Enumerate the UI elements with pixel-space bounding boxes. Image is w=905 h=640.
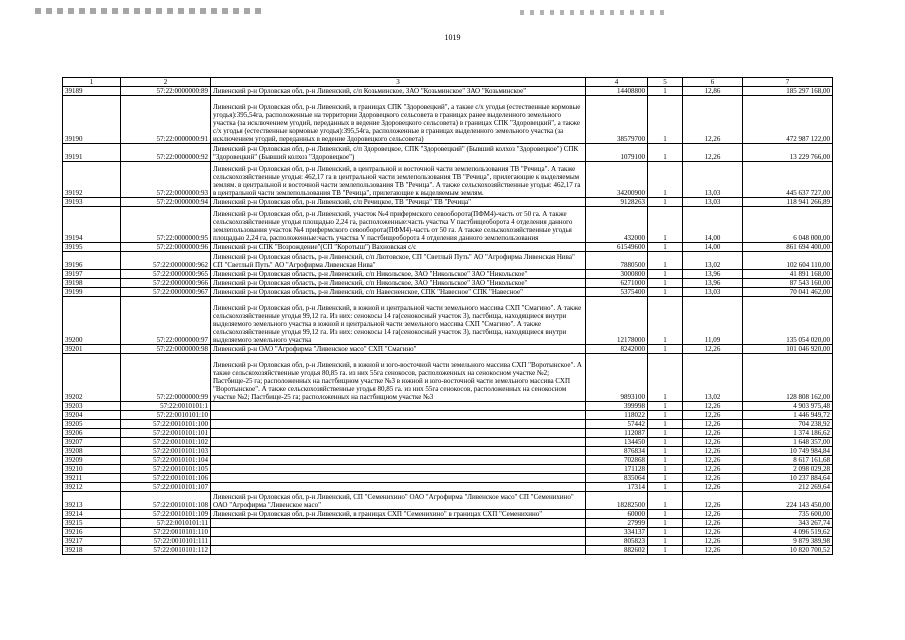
- rate-value: 12,26: [683, 510, 743, 519]
- table-row: [63, 537, 833, 546]
- table-row: [63, 297, 833, 345]
- factor-value: 1: [648, 96, 683, 144]
- cadastral-value: 1 648 357,00: [743, 438, 833, 447]
- cadastral-value: 10 820 700,52: [743, 546, 833, 555]
- cadastral-value: 212 269,64: [743, 483, 833, 492]
- rate-value: 11,09: [683, 297, 743, 345]
- rate-value: 12,86: [683, 87, 743, 96]
- row-number: 39211: [63, 474, 121, 483]
- table-row: [63, 429, 833, 438]
- cadastral-value: 6 048 000,00: [743, 207, 833, 243]
- location-description: [211, 528, 586, 537]
- location-description: [211, 411, 586, 420]
- table-row: [63, 492, 833, 510]
- cadastral-number: 57:22:0010101:110: [121, 528, 211, 537]
- table-row: [63, 198, 833, 207]
- rate-value: 12,26: [683, 492, 743, 510]
- area-value: 7880500: [586, 252, 648, 270]
- table-row: [63, 483, 833, 492]
- rate-value: 13,02: [683, 252, 743, 270]
- row-number: 39215: [63, 519, 121, 528]
- rate-value: 12,26: [683, 465, 743, 474]
- cadastral-value: 2 098 029,28: [743, 465, 833, 474]
- cadastral-number: 57:22:0010101:104: [121, 456, 211, 465]
- row-number: 39193: [63, 198, 121, 207]
- cadastral-value: 735 600,00: [743, 510, 833, 519]
- table-row: [63, 474, 833, 483]
- cadastral-value: 704 238,92: [743, 420, 833, 429]
- row-number: 39196: [63, 252, 121, 270]
- header-row: [63, 78, 833, 87]
- table-row: [63, 96, 833, 144]
- cadastral-value: 1 446 949,72: [743, 411, 833, 420]
- factor-value: 1: [648, 297, 683, 345]
- rate-value: 12,26: [683, 447, 743, 456]
- location-description: Ливенский р-н Орловская обл, р-н Ливенский, в границах СХП "Семенихино" в границах СХП "Семенихино": [211, 510, 586, 519]
- area-value: 17314: [586, 483, 648, 492]
- rate-value: 12,26: [683, 438, 743, 447]
- cadastral-table: [62, 77, 833, 555]
- area-value: 835064: [586, 474, 648, 483]
- factor-value: 1: [648, 465, 683, 474]
- rate-value: 12,26: [683, 345, 743, 354]
- rate-value: 12,26: [683, 456, 743, 465]
- cadastral-number: 57:22:0010101:10: [121, 411, 211, 420]
- row-number: 39191: [63, 144, 121, 162]
- location-description: Ливенский р-н Орловская область, р-н Ливенский, с/п Никольское, ЗАО "Никольское" ЗАО "Никольское": [211, 270, 586, 279]
- factor-value: 1: [648, 429, 683, 438]
- cadastral-number: 57:22:0000000:91: [121, 96, 211, 144]
- row-number: 39200: [63, 297, 121, 345]
- rate-value: 14,00: [683, 243, 743, 252]
- row-number: 39207: [63, 438, 121, 447]
- row-number: 39190: [63, 96, 121, 144]
- area-value: 57442: [586, 420, 648, 429]
- rate-value: 13,03: [683, 288, 743, 297]
- table-row: [63, 420, 833, 429]
- factor-value: 1: [648, 537, 683, 546]
- factor-value: 1: [648, 519, 683, 528]
- area-value: 171128: [586, 465, 648, 474]
- location-description: [211, 519, 586, 528]
- cadastral-number: 57:22:0000000:95: [121, 207, 211, 243]
- row-number: 39208: [63, 447, 121, 456]
- table-row: [63, 447, 833, 456]
- location-description: [211, 447, 586, 456]
- cadastral-number: 57:22:0000000:962: [121, 252, 211, 270]
- area-value: 34200900: [586, 162, 648, 198]
- cadastral-value: 102 604 110,00: [743, 252, 833, 270]
- cadastral-value: 87 543 160,00: [743, 279, 833, 288]
- factor-value: 1: [648, 483, 683, 492]
- factor-value: 1: [648, 162, 683, 198]
- rate-value: 13,03: [683, 162, 743, 198]
- cadastral-number: 57:22:0010101:109: [121, 510, 211, 519]
- row-number: 39205: [63, 420, 121, 429]
- rate-value: 13,03: [683, 198, 743, 207]
- row-number: 39213: [63, 492, 121, 510]
- table-row: [63, 144, 833, 162]
- factor-value: 1: [648, 243, 683, 252]
- cadastral-number: 57:22:0010101:100: [121, 420, 211, 429]
- row-number: 39217: [63, 537, 121, 546]
- column-header: 5: [648, 78, 683, 87]
- area-value: 8242000: [586, 345, 648, 354]
- area-value: 134450: [586, 438, 648, 447]
- location-description: Ливенский р-н Орловская обл, р-н Ливенский, в границах СПК "Здоровецкий", а также с/х угодья (естественные кормовые угодья):395,54га, расположенные на территории Здоровецкого сельсовета в границах ранее выделенного земельного участка (за исключением угодий, переданных в ведение Здоровецкого сельсовета) в границах СПК "Здоровецкий", а также с/х угодья (естественные кормовые угодья):395,54га, расположенные в границах выделенного земельного участка (за исключением угодий, переданных в ведение Здоровецкого сельсовета): [211, 96, 586, 144]
- location-description: [211, 483, 586, 492]
- factor-value: 1: [648, 198, 683, 207]
- cadastral-value: 9 879 389,98: [743, 537, 833, 546]
- location-description: Ливенский р-н Орловская обл, р-н Ливенский, в южной и юго-восточной части земельного массива СХП "Воротынское". А также сельскохозяйственные угодья 80,85 га. из них 55га сенокосов, расположенных на сенокосном участке №2; Пастбище-25 га; расположенных на пастбищном участке №3 в южной и юго-восточной части земельного массива СХП "Воротынское". А также сельскохозяйственные угодья 80,85 га. из них 55га сенокосов, расположенных на сенокосном участке №2; Пастбище-25 га; расположенных на пастбищном участке №3: [211, 354, 586, 402]
- location-description: Ливенский р-н Орловская обл, р-н Ливенский, СП "Семенихино" ОАО "Агрофирма "Ливенское масо" СП "Семенихино" ОАО "Агрофирма "Ливенское масо": [211, 492, 586, 510]
- column-header: 4: [586, 78, 648, 87]
- location-description: [211, 474, 586, 483]
- location-description: Ливенский р-н ОАО "Агрофирма "Ливенское масо" СХП "Смагино": [211, 345, 586, 354]
- cadastral-value: 101 046 920,00: [743, 345, 833, 354]
- area-value: 6271000: [586, 279, 648, 288]
- cadastral-number: 57:22:0010101:103: [121, 447, 211, 456]
- scan-artifact: [520, 10, 670, 15]
- cadastral-number: 57:22:0000000:99: [121, 354, 211, 402]
- cadastral-number: 57:22:0010101:102: [121, 438, 211, 447]
- cadastral-number: 57:22:0010101:106: [121, 474, 211, 483]
- cadastral-value: 70 041 462,00: [743, 288, 833, 297]
- area-value: 1079100: [586, 144, 648, 162]
- row-number: 39214: [63, 510, 121, 519]
- cadastral-number: 57:22:0000000:97: [121, 297, 211, 345]
- cadastral-number: 57:22:0010101:101: [121, 429, 211, 438]
- location-description: Ливенский р-н Орловская обл, р-н Ливенский, участок №4 прифермского севооборота(ПФМ4)-часть от 50 га. А также сельскохозяйственные угодья площадью 2,24 га, расположенные:часть участка V пастбищеоборота 4 отделения данного землепользования участок №4 прифермского севооборота(ПФМ4)-часть от 50 га. А также сельскохозяйственные угодья площадью 2,24 га, расположенные:часть участка V пастбищеоборота 4 отделения данного землепользования: [211, 207, 586, 243]
- factor-value: 1: [648, 252, 683, 270]
- factor-value: 1: [648, 420, 683, 429]
- table-row: [63, 456, 833, 465]
- area-value: 399998: [586, 402, 648, 411]
- location-description: Ливенский р-н Орловская область, р-н Ливенский, с/п Лютовское, СП "Светлый Путь" АО "Агрофирма Ливенская Нива" СП "Светлый Путь" АО "Агрофирма Ливенская Нива": [211, 252, 586, 270]
- location-description: Ливенский р-н Орловская область, р-н Ливенский, с/п Никольское, ЗАО "Никольское" ЗАО "Никольское": [211, 279, 586, 288]
- factor-value: 1: [648, 354, 683, 402]
- cadastral-value: 135 054 020,00: [743, 297, 833, 345]
- column-header: 3: [211, 78, 586, 87]
- area-value: 702868: [586, 456, 648, 465]
- table-row: [63, 528, 833, 537]
- location-description: Ливенский р-н Орловская область, р-н Ливенский, с/п Навесненское, СПК "Навесное" СПК "Навесное": [211, 288, 586, 297]
- table-row: [63, 345, 833, 354]
- row-number: 39206: [63, 429, 121, 438]
- factor-value: 1: [648, 528, 683, 537]
- cadastral-value: 13 229 766,00: [743, 144, 833, 162]
- page-number: 1019: [444, 33, 461, 42]
- rate-value: 12,26: [683, 519, 743, 528]
- rate-value: 14,00: [683, 207, 743, 243]
- area-value: 14408800: [586, 87, 648, 96]
- row-number: 39212: [63, 483, 121, 492]
- cadastral-value: 472 987 122,00: [743, 96, 833, 144]
- rate-value: 12,26: [683, 96, 743, 144]
- row-number: 39216: [63, 528, 121, 537]
- rate-value: 12,26: [683, 546, 743, 555]
- cadastral-value: 185 297 168,00: [743, 87, 833, 96]
- location-description: [211, 438, 586, 447]
- factor-value: 1: [648, 270, 683, 279]
- location-description: [211, 537, 586, 546]
- row-number: 39204: [63, 411, 121, 420]
- area-value: 432000: [586, 207, 648, 243]
- cadastral-value: 445 637 727,00: [743, 162, 833, 198]
- area-value: 9893100: [586, 354, 648, 402]
- factor-value: 1: [648, 546, 683, 555]
- location-description: Ливенский р-н СПК "Возрождение"(СП "Коротыш") Вахновская с/с: [211, 243, 586, 252]
- location-description: Ливенский р-н Орловская обл, р-н Ливенский, с/п Речицкое, ТВ "Речица" ТВ "Речица": [211, 198, 586, 207]
- location-description: Ливенский р-н Орловская обл, р-н Ливенский, в центральной и восточной части землепользования ТВ "Речица". А также сельскохозяйственные угодья: 462,17 га в центральной части землепользования ТВ "Речица", прилегающие к выделяемым землям. в центральной и восточной части землепользования ТВ "Речица". А также сельскохозяйственные угодья: 462,17 га в центральной части землепользования ТВ "Речица", прилегающие к выделяемым землям.: [211, 162, 586, 198]
- factor-value: 1: [648, 279, 683, 288]
- factor-value: 1: [648, 456, 683, 465]
- factor-value: 1: [648, 411, 683, 420]
- table-row: [63, 162, 833, 198]
- area-value: 18282500: [586, 492, 648, 510]
- area-value: 9128263: [586, 198, 648, 207]
- location-description: [211, 402, 586, 411]
- location-description: [211, 456, 586, 465]
- cadastral-number: 57:22:0000000:96: [121, 243, 211, 252]
- table-row: [63, 207, 833, 243]
- cadastral-number: 57:22:0010101:11: [121, 519, 211, 528]
- cadastral-number: 57:22:0000000:965: [121, 270, 211, 279]
- row-number: 39201: [63, 345, 121, 354]
- rate-value: 12,26: [683, 537, 743, 546]
- row-number: 39194: [63, 207, 121, 243]
- location-description: [211, 546, 586, 555]
- row-number: 39198: [63, 279, 121, 288]
- cadastral-value: 8 617 161,68: [743, 456, 833, 465]
- rate-value: 12,26: [683, 429, 743, 438]
- table-row: [63, 279, 833, 288]
- column-header: 1: [63, 78, 121, 87]
- rate-value: 12,26: [683, 474, 743, 483]
- column-header: 7: [743, 78, 833, 87]
- cadastral-value: 224 143 450,00: [743, 492, 833, 510]
- area-value: 60000: [586, 510, 648, 519]
- table-row: [63, 288, 833, 297]
- factor-value: 1: [648, 447, 683, 456]
- location-description: [211, 420, 586, 429]
- table-row: [63, 87, 833, 96]
- table-row: [63, 519, 833, 528]
- rate-value: 12,26: [683, 402, 743, 411]
- table-row: [63, 510, 833, 519]
- rate-value: 13,96: [683, 279, 743, 288]
- rate-value: 12,26: [683, 483, 743, 492]
- rate-value: 12,26: [683, 411, 743, 420]
- row-number: 39209: [63, 456, 121, 465]
- factor-value: 1: [648, 510, 683, 519]
- rate-value: 12,26: [683, 420, 743, 429]
- table-row: [63, 411, 833, 420]
- cadastral-number: 57:22:0000000:93: [121, 162, 211, 198]
- cadastral-value: 10 237 884,64: [743, 474, 833, 483]
- area-value: 38579700: [586, 96, 648, 144]
- factor-value: 1: [648, 144, 683, 162]
- cadastral-number: 57:22:0010101:1: [121, 402, 211, 411]
- table-row: [63, 546, 833, 555]
- table-row: [63, 354, 833, 402]
- factor-value: 1: [648, 402, 683, 411]
- location-description: Ливенский р-н Орловская обл, р-н Ливенский, с/п Здоровецкое, СПК "Здоровецкий" (Бывший колхоз "Здоровецкое") СПК "Здоровецкий" (Бывший колхоз "Здоровецкое"): [211, 144, 586, 162]
- cadastral-number: 57:22:0010101:105: [121, 465, 211, 474]
- factor-value: 1: [648, 87, 683, 96]
- cadastral-value: 118 941 266,89: [743, 198, 833, 207]
- cadastral-number: 57:22:0000000:94: [121, 198, 211, 207]
- row-number: 39195: [63, 243, 121, 252]
- table-row: [63, 252, 833, 270]
- factor-value: 1: [648, 492, 683, 510]
- area-value: 882602: [586, 546, 648, 555]
- cadastral-value: 1 374 186,62: [743, 429, 833, 438]
- row-number: 39199: [63, 288, 121, 297]
- cadastral-number: 57:22:0010101:108: [121, 492, 211, 510]
- row-number: 39197: [63, 270, 121, 279]
- scan-artifact: [35, 8, 265, 14]
- cadastral-number: 57:22:0000000:92: [121, 144, 211, 162]
- area-value: 118022: [586, 411, 648, 420]
- row-number: 39203: [63, 402, 121, 411]
- table-row: [63, 402, 833, 411]
- cadastral-value: 4 903 975,48: [743, 402, 833, 411]
- area-value: 5375400: [586, 288, 648, 297]
- cadastral-value: 861 694 400,00: [743, 243, 833, 252]
- cadastral-number: 57:22:0000000:98: [121, 345, 211, 354]
- factor-value: 1: [648, 438, 683, 447]
- cadastral-number: 57:22:0010101:111: [121, 537, 211, 546]
- cadastral-value: 128 808 162,00: [743, 354, 833, 402]
- area-value: 805823: [586, 537, 648, 546]
- row-number: 39189: [63, 87, 121, 96]
- area-value: 334137: [586, 528, 648, 537]
- factor-value: 1: [648, 288, 683, 297]
- factor-value: 1: [648, 207, 683, 243]
- rate-value: 13,96: [683, 270, 743, 279]
- location-description: [211, 465, 586, 474]
- area-value: 61549600: [586, 243, 648, 252]
- cadastral-value: 10 749 984,84: [743, 447, 833, 456]
- table-row: [63, 243, 833, 252]
- area-value: 876834: [586, 447, 648, 456]
- table-row: [63, 270, 833, 279]
- rate-value: 12,26: [683, 144, 743, 162]
- row-number: 39192: [63, 162, 121, 198]
- table-row: [63, 438, 833, 447]
- location-description: Ливенский р-н Орловская обл, р-н Ливенский, в южной и центральной части земельного массива СХП "Смагино". А также сельскохозяйственные угодья 99,12 га. Из них: сенокосы 14 га(сенокосный участок 3), пастбища, находящиеся внутри выделяемого земельного участка в южной и центральной части земельного массива СХП "Смагино". А также сельскохозяйственные угодья 99,12 га. Из них: сенокосы 14 га(сенокосный участок 3), пастбища, находящиеся внутри выделяемого земельного участка: [211, 297, 586, 345]
- location-description: [211, 429, 586, 438]
- factor-value: 1: [648, 345, 683, 354]
- row-number: 39218: [63, 546, 121, 555]
- rate-value: 12,26: [683, 528, 743, 537]
- location-description: Ливенский р-н Орловская обл, р-н Ливенский, с/п Козьминское, ЗАО "Козьминское" ЗАО "Козьминское": [211, 87, 586, 96]
- row-number: 39210: [63, 465, 121, 474]
- rate-value: 13,02: [683, 354, 743, 402]
- area-value: 112087: [586, 429, 648, 438]
- area-value: 12178000: [586, 297, 648, 345]
- area-value: 27999: [586, 519, 648, 528]
- cadastral-number: 57:22:0000000:966: [121, 279, 211, 288]
- factor-value: 1: [648, 474, 683, 483]
- cadastral-number: 57:22:0010101:112: [121, 546, 211, 555]
- column-header: 6: [683, 78, 743, 87]
- row-number: 39202: [63, 354, 121, 402]
- column-header: 2: [121, 78, 211, 87]
- area-value: 3000800: [586, 270, 648, 279]
- cadastral-number: 57:22:0000000:89: [121, 87, 211, 96]
- cadastral-value: 343 267,74: [743, 519, 833, 528]
- cadastral-value: 41 891 168,00: [743, 270, 833, 279]
- table-row: [63, 465, 833, 474]
- cadastral-number: 57:22:0010101:107: [121, 483, 211, 492]
- cadastral-value: 4 096 519,62: [743, 528, 833, 537]
- cadastral-number: 57:22:0000000:967: [121, 288, 211, 297]
